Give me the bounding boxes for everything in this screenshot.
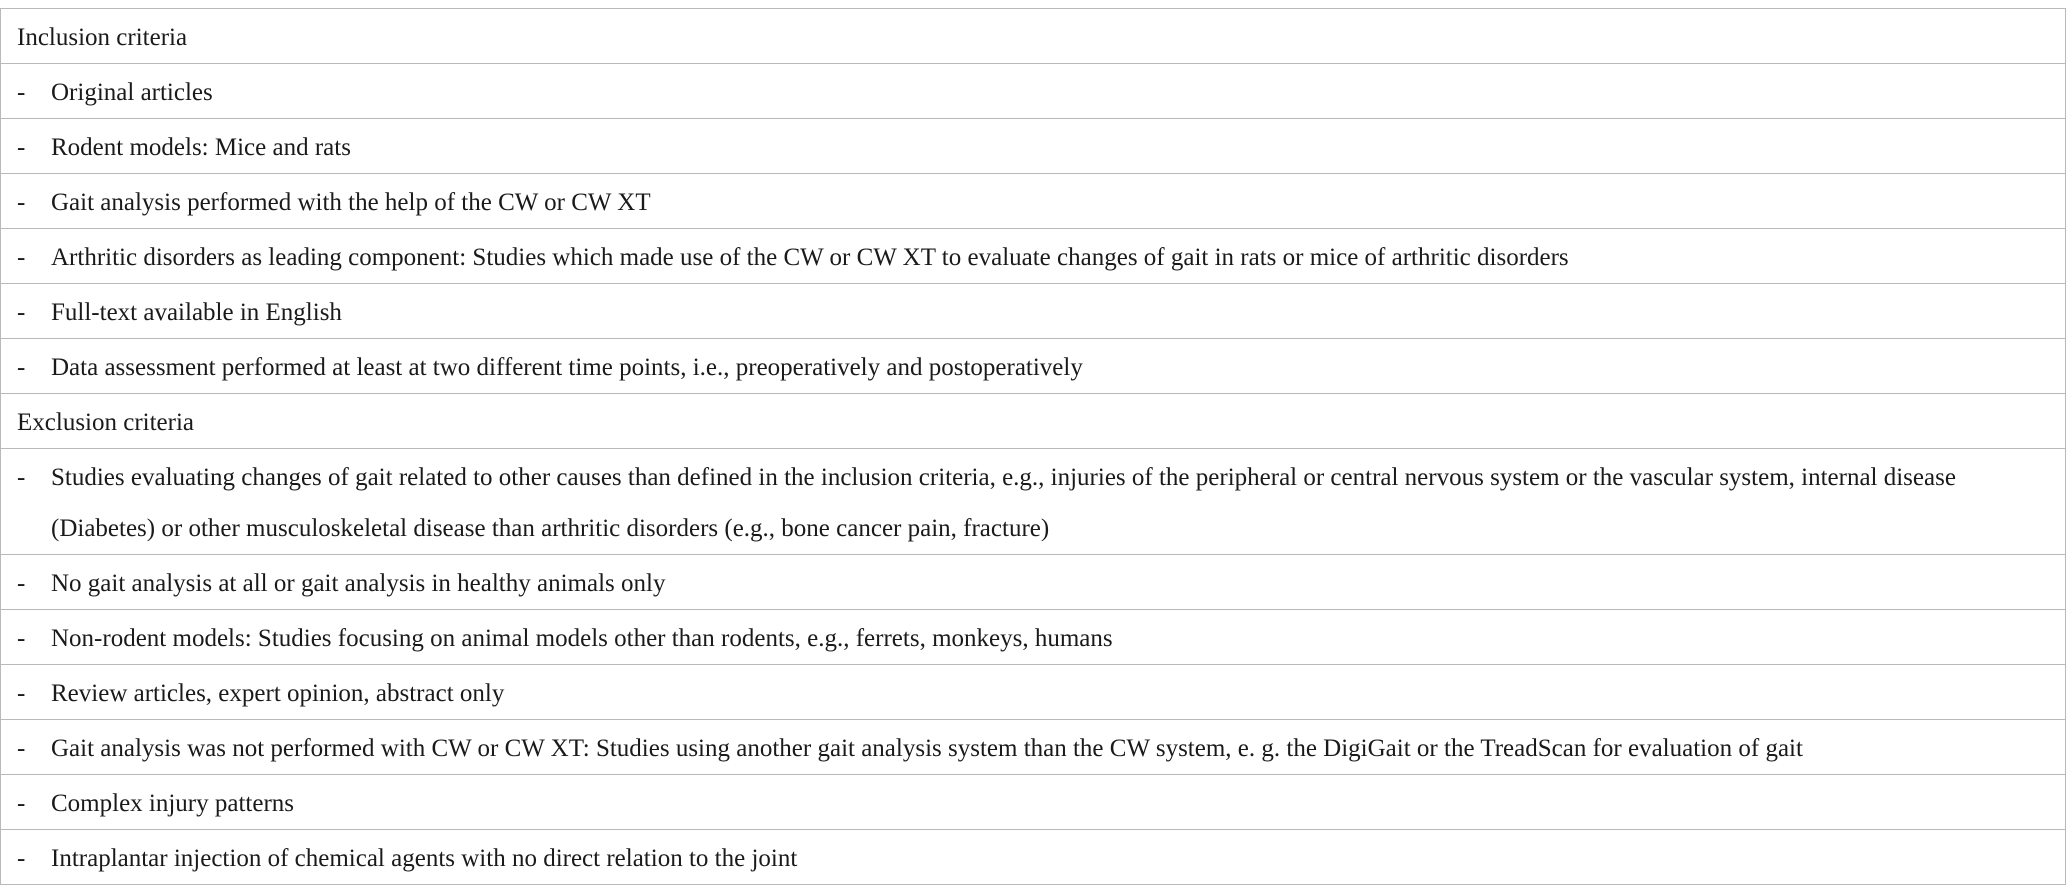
table-row <box>1 665 2066 720</box>
bullet-dash: - <box>17 680 26 707</box>
criteria-table-container <box>0 8 2066 885</box>
table-row <box>1 119 2066 174</box>
table-row <box>1 449 2066 555</box>
bullet-dash: - <box>17 189 26 216</box>
inclusion-header-row <box>1 9 2066 64</box>
inclusion-item: Full-text available in English <box>51 299 342 326</box>
bullet-dash: - <box>17 79 26 106</box>
exclusion-criteria-heading: Exclusion criteria <box>1 394 2066 449</box>
exclusion-item: Non-rodent models: Studies focusing on animal models other than rodents, e.g., ferrets, monkeys, humans <box>51 625 1113 652</box>
table-row <box>1 775 2066 830</box>
bullet-dash: - <box>17 354 26 381</box>
table-row <box>1 339 2066 394</box>
inclusion-item: Data assessment performed at least at two different time points, i.e., preoperatively and postoperatively <box>51 354 1083 381</box>
criteria-table <box>0 8 2066 885</box>
bullet-dash: - <box>17 845 26 872</box>
exclusion-item: Complex injury patterns <box>51 790 295 817</box>
bullet-dash: - <box>17 570 26 597</box>
exclusion-item: Gait analysis was not performed with CW or CW XT: Studies using another gait analysis system than the CW system, e. g. the DigiGait or the TreadScan for evaluation of gait <box>51 735 1803 762</box>
exclusion-header-row <box>1 394 2066 449</box>
exclusion-item: Review articles, expert opinion, abstract only <box>51 680 505 707</box>
inclusion-item: Original articles <box>51 79 213 106</box>
exclusion-item: No gait analysis at all or gait analysis in healthy animals only <box>51 570 666 597</box>
table-row <box>1 64 2066 119</box>
table-row <box>1 610 2066 665</box>
table-row <box>1 555 2066 610</box>
bullet-dash: - <box>17 244 26 271</box>
bullet-dash: - <box>17 464 26 491</box>
table-row <box>1 284 2066 339</box>
table-row <box>1 720 2066 775</box>
bullet-dash: - <box>17 735 26 762</box>
table-row <box>1 174 2066 229</box>
inclusion-item: Gait analysis performed with the help of the CW or CW XT <box>51 189 651 216</box>
inclusion-item: Arthritic disorders as leading component: Studies which made use of the CW or CW XT to evaluate changes of gait in rats or mice of arthritic disorders <box>51 244 1569 271</box>
table-row <box>1 830 2066 885</box>
bullet-dash: - <box>17 790 26 817</box>
inclusion-item: Rodent models: Mice and rats <box>51 134 351 161</box>
inclusion-criteria-heading: Inclusion criteria <box>1 9 2066 64</box>
bullet-dash: - <box>17 625 26 652</box>
exclusion-item: Intraplantar injection of chemical agents with no direct relation to the joint <box>51 845 798 872</box>
bullet-dash: - <box>17 299 26 326</box>
exclusion-item: Studies evaluating changes of gait related to other causes than defined in the inclusion criteria, e.g., injuries of the peripheral or central nervous system or the vascular system, internal disease (Diabetes) or other musculoskeletal disease than arthritic disorders (e.g., bone cancer pain, fracture) <box>51 464 1956 542</box>
bullet-dash: - <box>17 134 26 161</box>
table-row <box>1 229 2066 284</box>
